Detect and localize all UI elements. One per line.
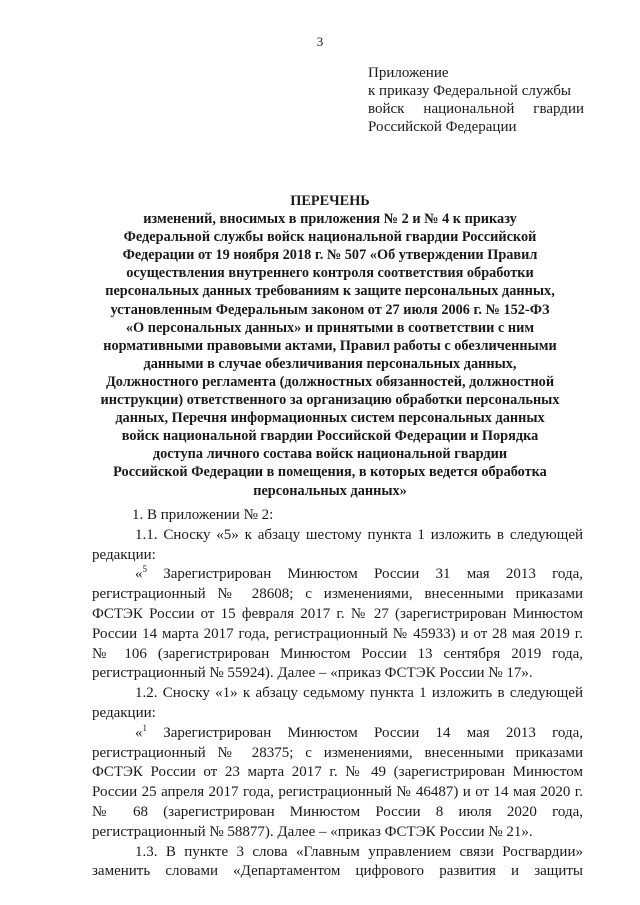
- page-number: 3: [316, 34, 324, 49]
- quote-text: Зарегистрирован Минюстом России 31 мая 2013 года,: [147, 566, 583, 583]
- document-heading: [80, 192, 580, 500]
- quote-line: регистрационный № 58877). Далее – «приказ ФСТЭК России № 21».: [92, 823, 533, 840]
- appendix-stamp: [368, 64, 584, 136]
- heading-line: персональных данных»: [253, 482, 407, 499]
- heading-line: войск национальной гвардии Российской Федерации и Порядка: [121, 428, 539, 445]
- heading-line: Должностного регламента (должностных обязанностей, должностной: [105, 373, 555, 390]
- quote-line: № 68 (зарегистрирован Минюстом России 8 июля 2020 года,: [92, 803, 583, 820]
- document-body: [92, 506, 583, 882]
- heading-line: доступа личного состава войск национальной гвардии: [152, 446, 508, 463]
- quote-mark: «: [135, 724, 143, 741]
- paragraph-1-1-cont: редакции:: [92, 546, 156, 563]
- heading-line: Федерации от 19 ноября 2018 г. № 507 «Об утверждении Правил: [122, 247, 538, 264]
- appendix-line: к приказу Федеральной службы: [368, 83, 572, 99]
- footnote-number: 1: [142, 722, 147, 733]
- heading-line: нормативными правовыми актами, Правил работы с обезличенными: [103, 337, 557, 354]
- appendix-line: Приложение: [368, 65, 449, 81]
- heading-line: установленным Федеральным законом от 27 июля 2006 г. № 152-ФЗ: [110, 301, 550, 318]
- paragraph-1-2: 1.2. Сноску «1» к абзацу седьмому пункта 1 изложить в следующей: [135, 685, 583, 702]
- quote-line: ФСТЭК России от 15 февраля 2017 г. № 27 (зарегистрирован Минюстом: [92, 605, 583, 622]
- heading-line: данных, Перечня информационных систем персональных данных: [115, 410, 545, 427]
- quote-mark: «: [135, 566, 143, 583]
- heading-line: «О персональных данных» и принятыми в соответствии с ним: [125, 319, 535, 336]
- heading-line: осуществления внутреннего контроля соответствия обработки: [126, 265, 534, 282]
- quote-line: регистрационный № 28608; с изменениями, внесенными приказами: [92, 586, 583, 603]
- footnote-5-quote: [92, 565, 583, 585]
- heading-line: Российской Федерации в помещения, в которых ведется обработка: [113, 464, 547, 481]
- paragraph-1: 1. В приложении № 2:: [132, 507, 274, 523]
- footnote-1-quote: [92, 724, 583, 744]
- appendix-line: войск национальной гвардии: [368, 101, 584, 117]
- paragraph-1-2-cont: редакции:: [92, 704, 156, 721]
- heading-line: данными в случае обезличивания персональных данных,: [143, 355, 517, 372]
- paragraph-1-1: 1.1. Сноску «5» к абзацу шестому пункта 1 изложить в следующей: [135, 526, 583, 543]
- quote-line: регистрационный № 28375; с изменениями, внесенными приказами: [92, 744, 583, 761]
- heading-line: персональных данных требованиям к защите персональных данных,: [105, 283, 555, 300]
- document-title: ПЕРЕЧЕНЬ: [290, 193, 370, 209]
- appendix-line: Российской Федерации: [368, 119, 517, 135]
- heading-line: изменений, вносимых в приложения № 2 и № 4 к приказу: [143, 211, 517, 228]
- quote-line: № 106 (зарегистрирован Минюстом России 13 сентября 2019 года,: [92, 645, 583, 662]
- quote-text: Зарегистрирован Минюстом России 14 мая 2013 года,: [147, 724, 583, 741]
- quote-line: ФСТЭК России от 23 марта 2017 г. № 49 (зарегистрирован Минюстом: [92, 764, 583, 781]
- quote-line: России 14 марта 2017 года, регистрационный № 45933) и от 28 мая 2019 г.: [92, 625, 583, 642]
- heading-line: инструкции) ответственного за организацию обработки персональных: [100, 392, 560, 409]
- paragraph-1-3: 1.3. В пункте 3 слова «Главным управлением связи Росгвардии»: [135, 843, 583, 860]
- paragraph-1-3-cont: заменить словами «Департаментом цифрового развития и защиты: [92, 863, 583, 880]
- footnote-number: 5: [142, 564, 147, 575]
- heading-line: Федеральной службы войск национальной гвардии Российской: [123, 229, 537, 246]
- quote-line: регистрационный № 55924). Далее – «приказ ФСТЭК России № 17».: [92, 665, 533, 682]
- quote-line: России 25 апреля 2017 года, регистрационный № 46487) и от 14 мая 2020 г.: [92, 784, 583, 801]
